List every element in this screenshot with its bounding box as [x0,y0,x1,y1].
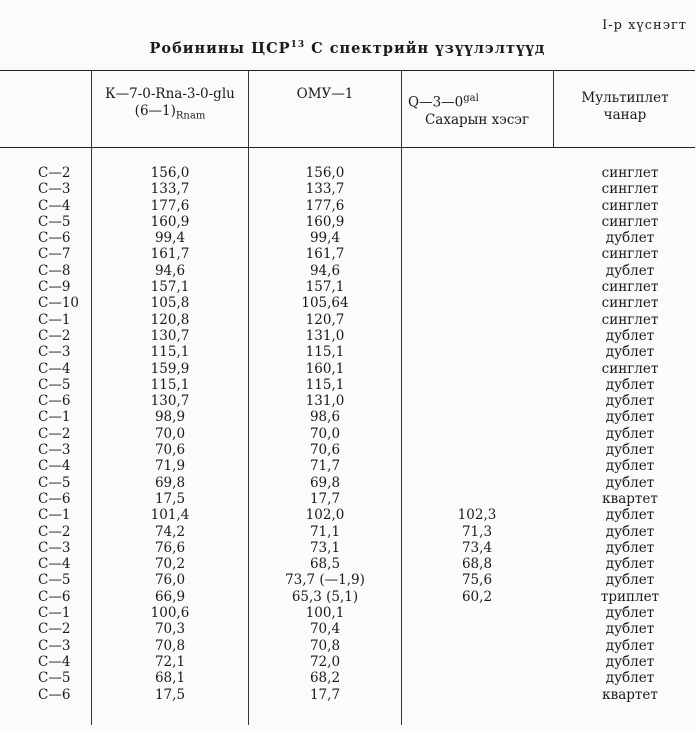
omu1-value-cell: 133,7 [305,181,345,198]
sugar-value-cell: 68,8 [461,556,493,573]
multiplicity-cell: дублет [605,670,655,687]
multiplicity-cell: дублет [605,230,655,247]
table-row [0,214,695,230]
table-row [0,263,695,279]
table-row [0,442,695,458]
table-row [0,605,695,621]
k7-value-cell: 17,5 [154,686,186,703]
multiplicity-cell: дублет [605,474,655,491]
table-row [0,165,695,181]
table-row [0,589,695,605]
table-row [0,654,695,670]
k7-value-cell: 70,8 [154,637,186,654]
atom-cell: C—1 [38,409,71,426]
k7-value-cell: 115,1 [150,344,190,361]
table-row [0,409,695,425]
multiplicity-cell: дублет [605,425,655,442]
atom-cell: C—2 [38,523,71,540]
sugar-value-cell: 71,3 [461,523,493,540]
multiplicity-cell: дублет [605,327,655,344]
atom-cell: C—5 [38,670,71,687]
atom-cell: C—9 [38,279,71,296]
table-row [0,377,695,393]
multiplicity-cell: дублет [605,539,655,556]
multiplicity-cell: синглет [601,213,659,230]
multiplicity-cell: синглет [601,181,659,198]
atom-cell: C—2 [38,425,71,442]
k7-value-cell: 69,8 [154,474,186,491]
k7-value-cell: 76,6 [154,539,186,556]
atom-cell: C—10 [38,295,80,312]
multiplicity-cell: дублет [605,621,655,638]
k7-value-cell: 98,9 [154,409,186,426]
omu1-value-cell: 70,6 [309,442,341,459]
header-col1-subscript: Rnam [175,110,206,122]
atom-cell: C—3 [38,539,71,556]
omu1-value-cell: 73,1 [309,539,341,556]
table-row [0,295,695,311]
atom-cell: C—4 [38,458,71,475]
table-row [0,426,695,442]
table-row [0,181,695,197]
multiplicity-cell: дублет [605,458,655,475]
omu1-value-cell: 68,5 [309,556,341,573]
k7-value-cell: 177,6 [150,197,190,214]
multiplicity-cell: дублет [605,653,655,670]
k7-value-cell: 101,4 [150,507,190,524]
omu1-value-cell: 115,1 [305,376,345,393]
atom-cell: C—6 [38,588,71,605]
multiplicity-cell: синглет [601,311,659,328]
atom-cell: C—8 [38,262,71,279]
table-row [0,361,695,377]
header-col3-line1 [402,90,552,112]
multiplicity-cell: синглет [601,197,659,214]
multiplicity-cell: дублет [605,344,655,361]
header-col2: ОМУ—1 [296,86,354,102]
header-col1-line2 [92,103,248,125]
table-row [0,670,695,686]
column-divider-4 [553,70,554,147]
omu1-value-cell: 99,4 [309,230,341,247]
multiplicity-cell: синглет [601,246,659,263]
multiplicity-cell: квартет [602,490,658,507]
atom-cell: C—4 [38,197,71,214]
multiplicity-cell: дублет [605,637,655,654]
header-col4-line1: Мультиплет [581,90,669,106]
atom-cell: C—5 [38,474,71,491]
table-number: I-р хүснэгт [602,18,687,33]
omu1-value-cell: 70,4 [309,621,341,638]
atom-cell: C—6 [38,490,71,507]
sugar-value-cell: 102,3 [457,507,497,524]
atom-cell: C—3 [38,442,71,459]
k7-value-cell: 130,7 [150,327,190,344]
k7-value-cell: 115,1 [150,376,190,393]
multiplicity-cell: синглет [601,279,659,296]
multiplicity-cell: триплет [600,588,660,605]
omu1-value-cell: 120,7 [305,311,345,328]
omu1-value-cell: 115,1 [305,344,345,361]
omu1-value-cell: 70,0 [309,425,341,442]
table-row [0,491,695,507]
k7-value-cell: 99,4 [154,230,186,247]
sugar-value-cell: 73,4 [461,539,493,556]
k7-value-cell: 17,5 [154,490,186,507]
atom-cell: C—5 [38,572,71,589]
multiplicity-cell: квартет [602,686,658,703]
k7-value-cell: 76,0 [154,572,186,589]
multiplicity-cell: дублет [605,523,655,540]
table-row [0,475,695,491]
k7-value-cell: 70,6 [154,442,186,459]
atom-cell: C—2 [38,621,71,638]
multiplicity-cell: дублет [605,262,655,279]
table-row [0,279,695,295]
k7-value-cell: 94,6 [154,262,186,279]
multiplicity-cell: дублет [605,409,655,426]
atom-cell: C—2 [38,165,71,181]
omu1-value-cell: 65,3 (5,1) [291,588,359,605]
omu1-value-cell: 68,2 [309,670,341,687]
omu1-value-cell: 156,0 [305,165,345,181]
table-row [0,556,695,572]
k7-value-cell: 68,1 [154,670,186,687]
title-rest: C спектрийн үзүүлэлтүүд [305,40,546,57]
header-col3 [402,90,552,129]
header-col1-line1: К—7-0-Rna-3-0-glu [105,86,235,102]
table-row [0,524,695,540]
atom-cell: C—5 [38,376,71,393]
table-row [0,312,695,328]
atom-cell: C—3 [38,637,71,654]
omu1-value-cell: 157,1 [305,279,345,296]
table-row [0,393,695,409]
omu1-value-cell: 71,1 [309,523,341,540]
header-col4 [555,90,695,124]
table-title [0,40,695,57]
omu1-value-cell: 72,0 [309,653,341,670]
omu1-value-cell: 73,7 (—1,9) [285,572,365,589]
omu1-value-cell: 17,7 [309,490,341,507]
atom-cell: C—4 [38,653,71,670]
omu1-value-cell: 160,1 [305,360,345,377]
k7-value-cell: 72,1 [154,653,186,670]
multiplicity-cell: дублет [605,393,655,410]
table-top-rule [0,70,695,71]
omu1-value-cell: 177,6 [305,197,345,214]
multiplicity-cell: дублет [605,556,655,573]
omu1-value-cell: 17,7 [309,686,341,703]
atom-cell: C—6 [38,686,71,703]
table-row [0,507,695,523]
table-row [0,687,695,703]
omu1-value-cell: 98,6 [309,409,341,426]
k7-value-cell: 161,7 [150,246,190,263]
title-superscript: 13 [290,40,306,51]
k7-value-cell: 70,2 [154,556,186,573]
atom-cell: C—4 [38,360,71,377]
omu1-value-cell: 105,64 [301,295,349,312]
table-row [0,328,695,344]
table-row [0,621,695,637]
omu1-value-cell: 102,0 [305,507,345,524]
table-row [0,198,695,214]
table-row [0,344,695,360]
atom-cell: C—3 [38,181,71,198]
omu1-value-cell: 70,8 [309,637,341,654]
atom-cell: C—1 [38,507,71,524]
k7-value-cell: 70,0 [154,425,186,442]
table-row [0,458,695,474]
omu1-value-cell: 71,7 [309,458,341,475]
multiplicity-cell: дублет [605,605,655,622]
k7-value-cell: 160,9 [150,213,190,230]
table-row [0,638,695,654]
header-bottom-rule [0,147,695,148]
header-col1 [92,86,248,125]
multiplicity-cell: дублет [605,572,655,589]
k7-value-cell: 120,8 [150,311,190,328]
sugar-value-cell: 75,6 [461,572,493,589]
atom-cell: C—6 [38,230,71,247]
omu1-value-cell: 69,8 [309,474,341,491]
header-col1-formula: (6—1) [134,103,176,119]
atom-cell: C—1 [38,605,71,622]
header-col3-line2: Сахарын хэсэг [424,111,530,128]
omu1-value-cell: 94,6 [309,262,341,279]
k7-value-cell: 71,9 [154,458,186,475]
k7-value-cell: 105,8 [150,295,190,312]
table-row [0,230,695,246]
k7-value-cell: 159,9 [150,360,190,377]
multiplicity-cell: синглет [601,295,659,312]
header-col4-line2: чанар [603,107,647,123]
multiplicity-cell: дублет [605,376,655,393]
table-row [0,246,695,262]
multiplicity-cell: дублет [605,507,655,524]
k7-value-cell: 66,9 [154,588,186,605]
header-col3-formula: Q—3—0 [408,94,464,111]
multiplicity-cell: дублет [605,442,655,459]
atom-cell: C—6 [38,393,71,410]
sugar-value-cell: 60,2 [461,588,493,605]
table-row [0,540,695,556]
omu1-value-cell: 131,0 [305,327,345,344]
atom-cell: C—3 [38,344,71,361]
atom-cell: C—1 [38,311,71,328]
header-col3-superscript: gal [463,93,479,104]
omu1-value-cell: 161,7 [305,246,345,263]
k7-value-cell: 133,7 [150,181,190,198]
atom-cell: C—4 [38,556,71,573]
k7-value-cell: 74,2 [154,523,186,540]
k7-value-cell: 156,0 [150,165,190,181]
k7-value-cell: 70,3 [154,621,186,638]
table-body [0,165,695,703]
omu1-value-cell: 100,1 [305,605,345,622]
table-row [0,572,695,588]
k7-value-cell: 100,6 [150,605,190,622]
multiplicity-cell: синглет [601,165,659,181]
atom-cell: C—7 [38,246,71,263]
omu1-value-cell: 160,9 [305,213,345,230]
multiplicity-cell: синглет [601,360,659,377]
title-main: Робинины ЦСР [149,40,291,57]
k7-value-cell: 157,1 [150,279,190,296]
atom-cell: C—5 [38,213,71,230]
omu1-value-cell: 131,0 [305,393,345,410]
atom-cell: C—2 [38,327,71,344]
k7-value-cell: 130,7 [150,393,190,410]
